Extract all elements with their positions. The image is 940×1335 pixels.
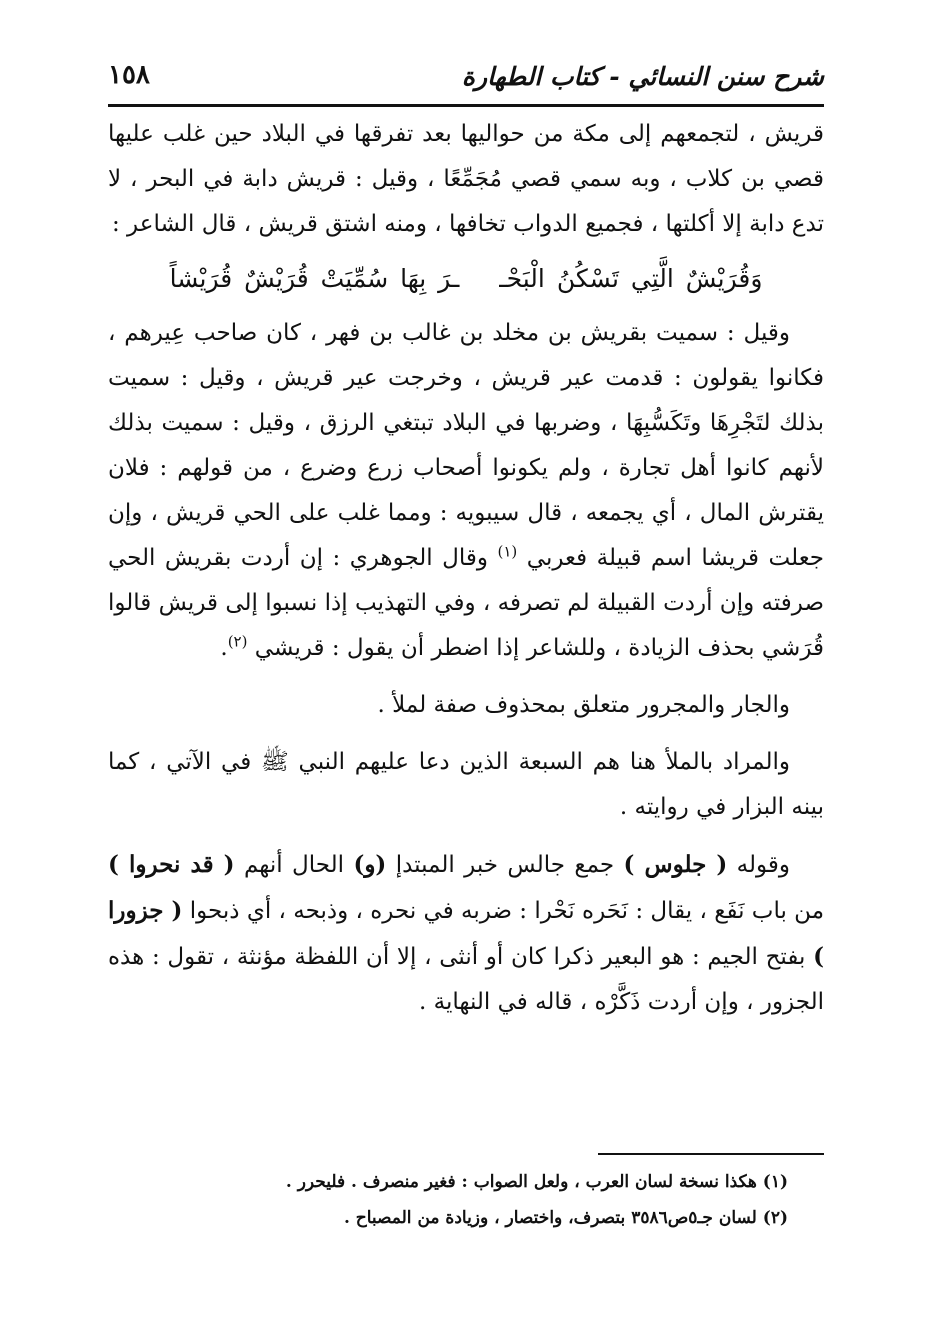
paragraph-text: وقوله (736, 852, 790, 878)
footnote-ref-1: (١) (497, 542, 518, 561)
quoted-term-nahharu: ( قد نحروا ) (108, 851, 235, 878)
paragraph-text: وقال الجوهري : إن أردت بقريش الحي صرفته وإن أردت القبيلة لم تصرفه ، وفي التهذيب إذا نسبوا إلى قريش قالوا قُرَشي بحذف الزيادة ، وللشاعر إذا اضطر أن يقول : قريشي (108, 545, 824, 661)
footnote-1: (١) هكذا نسخة لسان العرب ، ولعل الصواب : فغير منصرف . فليحرر . (285, 1172, 788, 1192)
paragraph-naming-opinions (108, 311, 824, 671)
paragraph-text: بفتح الجيم : هو البعير ذكرا كان أو أنثى ، إلا أن اللفظة مؤنثة ، تقول : هذه الجزور ، وإن أردت ذَكَّرْه ، قاله في النهاية . (108, 944, 824, 1015)
header-rule (108, 104, 824, 107)
footnote-ref-2: (٢) (227, 632, 248, 651)
verse-first-hemistich: وَقُرَيْشٌ الَّتِي تَسْكُنُ الْبَحْـ (499, 264, 763, 293)
header-title: شرح سنن النسائي - كتاب الطهارة (461, 62, 824, 91)
paragraph-text: وقيل : سميت بقريش بن مخلد بن غالب بن فهر ، كان صاحب عِيرهم ، فكانوا يقولون : قدمت عير قريش ، وخرجت عير قريش ، وقيل : سميت بذلك لتَجْرِهَا وتَكَسُّبِهَا ، وضربها في البلاد تبتغي الرزق ، وقيل : سميت بذلك لأنهم كانوا أهل تجارة ، ولم يكونوا أصحاب زرع وضرع ، من قولهم : فلان يقترش المال ، أي يجمعه ، قال سيبويه : ومما غلب على الحي قريش ، وإن جعلت قريشا اسم قبيلة فعربي (108, 320, 825, 571)
poetry-verse (108, 253, 824, 305)
quoted-term-julus: ( جلوس ) (623, 851, 728, 878)
footnote-2: (٢) لسان جـ٥ص٣٥٨٦ بتصرف، واختصار ، وزيادة من المصباح . (343, 1208, 788, 1228)
footnotes (108, 1164, 788, 1236)
paragraph-mala-meaning: والمراد بالملأ هنا هم السبعة الذين دعا عليهم النبي ﷺ في الآتي ، كما بينه البزار في روايته . (108, 749, 824, 820)
paragraph-quraysh-origin: قريش ، لتجمعهم إلى مكة من حواليها بعد تفرقها في البلاد حين غلب عليها قصي بن كلاب ، وبه سمي قصي مُجَمِّعًا ، وقيل : قريش دابة في البحر ، لا تدع دابة إلا أكلتها ، فجميع الدواب تخافها ، ومنه اشتق قريش ، قال الشاعر : (108, 121, 824, 237)
paragraph-grammar-note: والجار والمجرور متعلق بمحذوف صفة لملأ . (377, 692, 790, 718)
paragraph-commentary (108, 842, 824, 1025)
verse-second-hemistich: ـرَ بِهَا سُمِّيَتْ قُرَيْشٌ قُرَيْشاً (169, 264, 460, 293)
quoted-term-jazur: ( جزورا ) (108, 897, 824, 970)
paragraph-text: جمع جالس خبر المبتدإ (386, 852, 624, 878)
paragraph-text: . (220, 635, 228, 661)
paragraph-text: من باب نَفَع ، يقال : نَحَره نَحْرا : ضربه في نحره ، وذبحه ، أي ذبحوا (182, 898, 825, 924)
running-header (108, 58, 824, 102)
main-text (108, 112, 824, 1025)
quoted-term-waw: (و) (353, 851, 387, 878)
page-number: ١٥٨ (108, 60, 150, 90)
paragraph-text: الحال أنهم (234, 852, 354, 878)
footnote-separator (598, 1153, 824, 1155)
